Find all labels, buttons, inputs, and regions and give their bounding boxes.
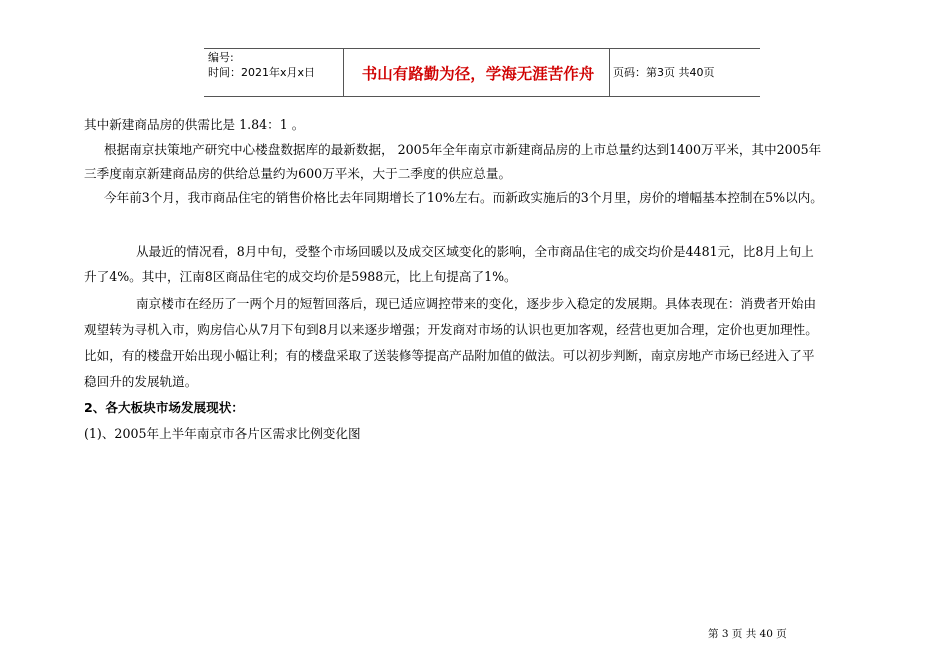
document-date: 时间：2021年x月x日 xyxy=(208,66,316,79)
section-heading: 2、各大板块市场发展现状： xyxy=(84,400,244,415)
header-meta xyxy=(208,50,315,80)
page-footer: 第 3 页 共 40 页 xyxy=(708,628,787,640)
text-line: 三季度南京新建商品房的供给总量约为600万平米，大于二季度的供应总量。 xyxy=(84,166,512,181)
page-header xyxy=(204,48,760,97)
text-line: 比如，有的楼盘开始出现小幅让利；有的楼盘采取了送装修等提高产品附加值的做法。可以初步判断，南京房地产市场已经进入了平 xyxy=(84,348,815,363)
text-line: 今年前3个月，我市商品住宅的销售价格比去年同期增长了10%左右。而新政实施后的3个月里，房价的增幅基本控制在5%以内。 xyxy=(104,190,823,205)
header-page-number: 页码：第3页 共40页 xyxy=(613,66,715,79)
document-number-label: 编号: xyxy=(208,51,234,64)
text-line: 根据南京扶策地产研究中心楼盘数据库的最新数据， 2005年全年南京市新建商品房的上市总量约达到1400万平米，其中2005年 xyxy=(104,142,822,157)
text-line: 其中新建商品房的供需比是 1.84：1 。 xyxy=(84,117,305,132)
subsection-caption: (1)、2005年上半年南京市各片区需求比例变化图 xyxy=(84,426,361,441)
text-line: 稳回升的发展轨道。 xyxy=(84,374,198,389)
header-motto: 书山有路勤为径，学海无涯苦作舟 xyxy=(361,64,595,83)
text-line: 南京楼市在经历了一两个月的短暂回落后，现已适应调控带来的变化，逐步步入稳定的发展期。具体表现在：消费者开始由 xyxy=(136,296,817,311)
header-divider-left xyxy=(343,48,344,97)
text-line: 观望转为寻机入市，购房信心从7月下旬到8月以来逐步增强；开发商对市场的认识也更加客观，经营也更加合理，定价也更加理性。 xyxy=(84,322,818,337)
text-line: 升了4%。其中，江南8区商品住宅的成交均价是5988元，比上旬提高了1%。 xyxy=(84,269,517,284)
text-line: 从最近的情况看，8月中旬，受整个市场回暖以及成交区域变化的影响，全市商品住宅的成交均价是4481元，比8月上旬上 xyxy=(136,244,814,259)
